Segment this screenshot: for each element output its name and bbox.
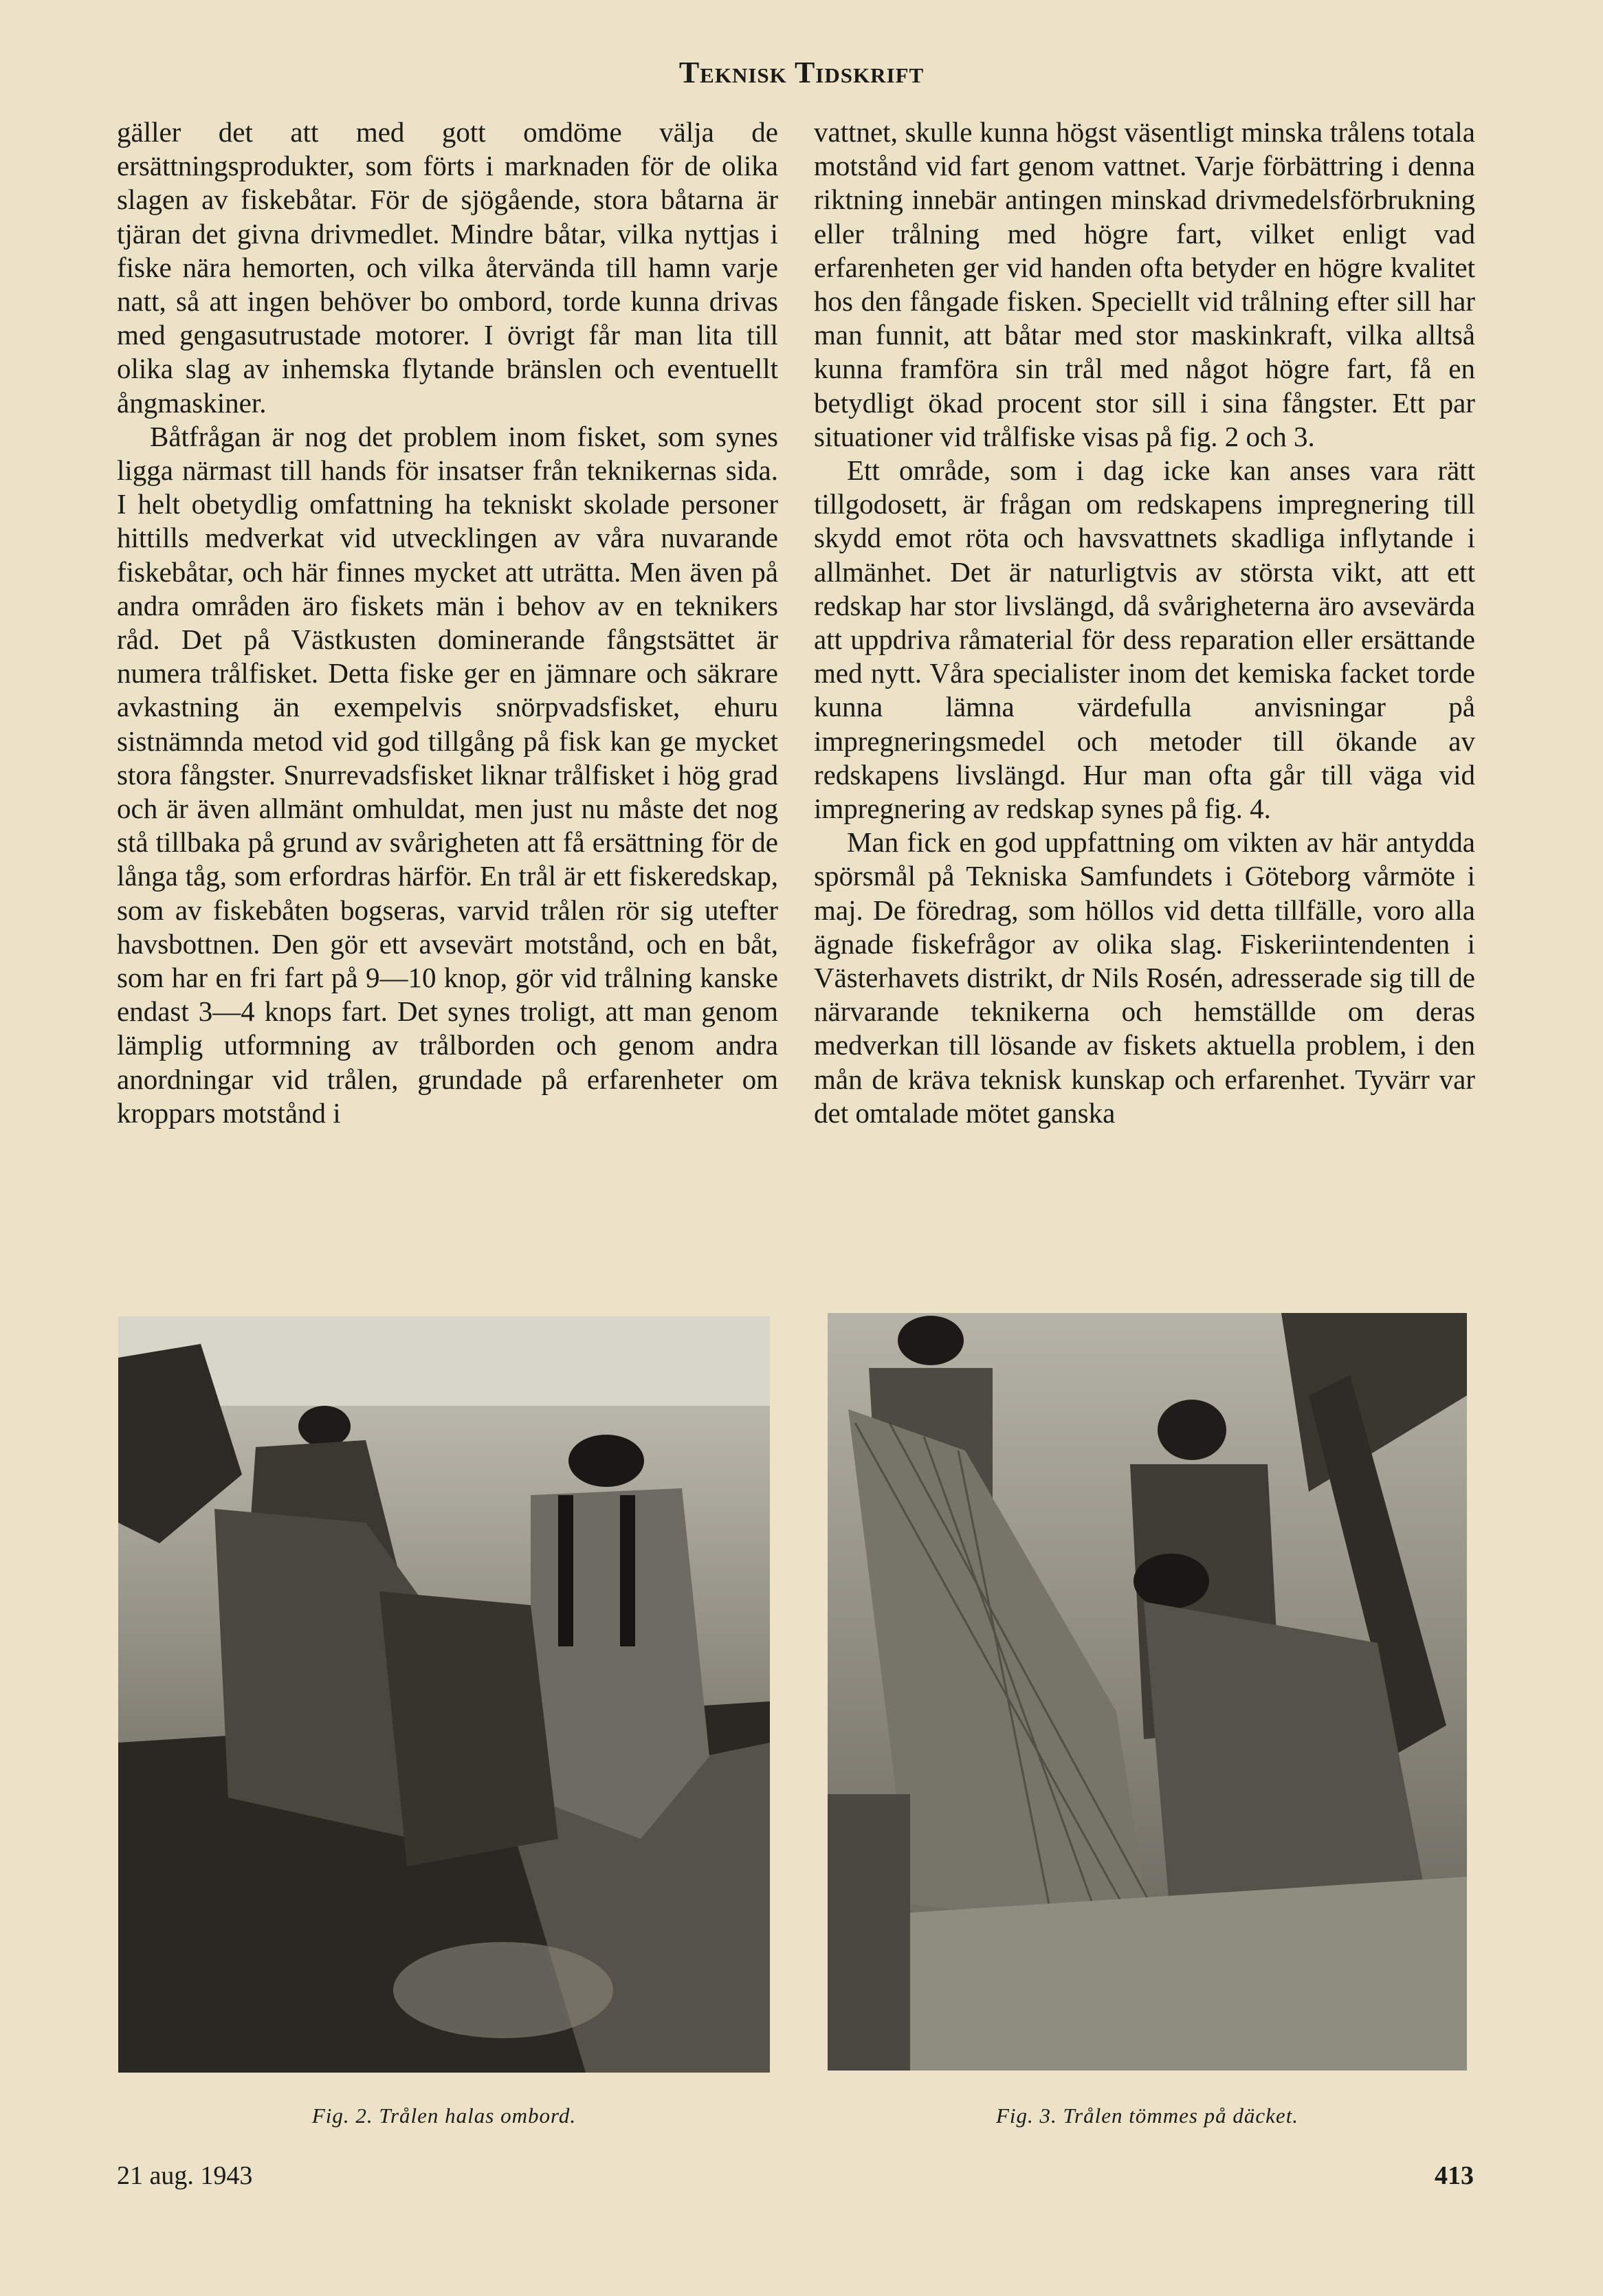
text-column-right xyxy=(814,115,1475,1130)
paragraph: Båtfrågan är nog det problem inom fisket, som synes ligga närmast till hands för insatser från teknikernas sida. I helt obetydlig omfattning ha tekniskt skolade personer hittills medverkat vid utvecklingen av våra nuvarande fiskebåtar, och här finnes mycket att uträtta. Men även på andra områden äro fiskets män i behov av en teknikers råd. Det på Västkusten dominerande fångstsättet är numera trålfisket. Detta fiske ger en jämnare och säkrare avkastning än exempelvis snörpvadsfisket, ehuru sistnämnda metod vid god tillgång på fisk kan ge mycket stora fångster. Snurrevadsfisket liknar trålfisket i hög grad och är även allmänt omhuldat, men just nu måste det nog stå tillbaka på grund av svårigheten att få ersättning för de långa tåg, som erfordras härför. En trål är ett fiskeredskap, som av fiskebåten bogseras, varvid trålen rör sig utefter havsbottnen. Den gör ett avsevärt motstånd, och en båt, som har en fri fart på 9—10 knop, gör vid trålning kanske endast 3—4 knops fart. Det synes troligt, att man genom lämplig utformning av trålborden och genom andra anordningar vid trålen, grundade på erfarenheter om kroppars motstånd i xyxy=(117,420,778,1129)
figure-3-caption: Fig. 3. Trålen tömmes på däcket. xyxy=(995,2104,1299,2128)
paragraph: vattnet, skulle kunna högst väsentligt minska trålens totala motstånd vid fart genom vattnet. Varje förbättring i denna riktning innebär antingen minskad drivmedelsförbrukning eller trålning med högre fart, vilket enligt vad erfarenheten ger vid handen ofta betyder en högre kvalitet hos den fångade fisken. Speciellt vid trålning efter sill har man funnit, att båtar med stor maskinkraft, vilka alltså kunna framföra sin trål med något högre fart, få en betydligt ökad procent stor sill i sina fångster. Ett par situationer vid trålfiske visas på fig. 2 och 3. xyxy=(814,116,1475,452)
journal-header: Teknisk Tidskrift xyxy=(678,56,925,89)
figure-3-photo xyxy=(828,1313,1467,2071)
issue-date: 21 aug. 1943 xyxy=(117,2161,253,2190)
paragraph: gäller det att med gott omdöme välja de ersättningsprodukter, som förts i marknaden för de olika slagen av fiskebåtar. För de sjögående, stora båtarna är tjäran det givna drivmedlet. Mindre båtar, vilka nyttjas i fiske nära hemorten, och vilka återvända till hamn varje natt, så att ingen behöver bo ombord, torde kunna drivas med gengasutrustade motorer. I övrigt får man lita till olika slag av inhemska flytande bränslen och eventuellt ångmaskiner. xyxy=(117,116,778,419)
figure-2-photo xyxy=(118,1316,770,2073)
paragraph: Ett område, som i dag icke kan anses vara rätt tillgodosett, är frågan om redskapens impregnering till skydd emot röta och havsvattnets skadliga inflytande i allmänhet. Det är naturligtvis av största vikt, att ett redskap har stor livslängd, då svårigheterna äro avsevärda att uppdriva råmaterial för dess reparation eller ersättande med nytt. Våra specialister inom det kemiska facket torde kunna lämna värdefulla anvisningar på impregneringsmedel och metoder till ökande av redskapens livslängd. Hur man ofta går till väga vid impregnering av redskap synes på fig. 4. xyxy=(814,454,1475,825)
text-column-left xyxy=(117,115,778,1130)
figure-2-caption: Fig. 2. Trålen halas ombord. xyxy=(311,2104,577,2128)
paragraph: Man fick en god uppfattning om vikten av här antydda spörsmål på Tekniska Samfundets i Göteborg vårmöte i maj. De föredrag, som höllos vid detta tillfälle, voro alla ägnade fiskefrågor av olika slag. Fiskeriintendenten i Västerhavets distrikt, dr Nils Rosén, adresserade sig till de närvarande teknikerna och hemställde om deras medverkan till lösande av fiskets aktuella problem, i den mån de kräva teknisk kunskap och erfarenhet. Tyvärr var det omtalade mötet ganska xyxy=(814,826,1475,1129)
page-number: 413 xyxy=(1435,2161,1474,2190)
